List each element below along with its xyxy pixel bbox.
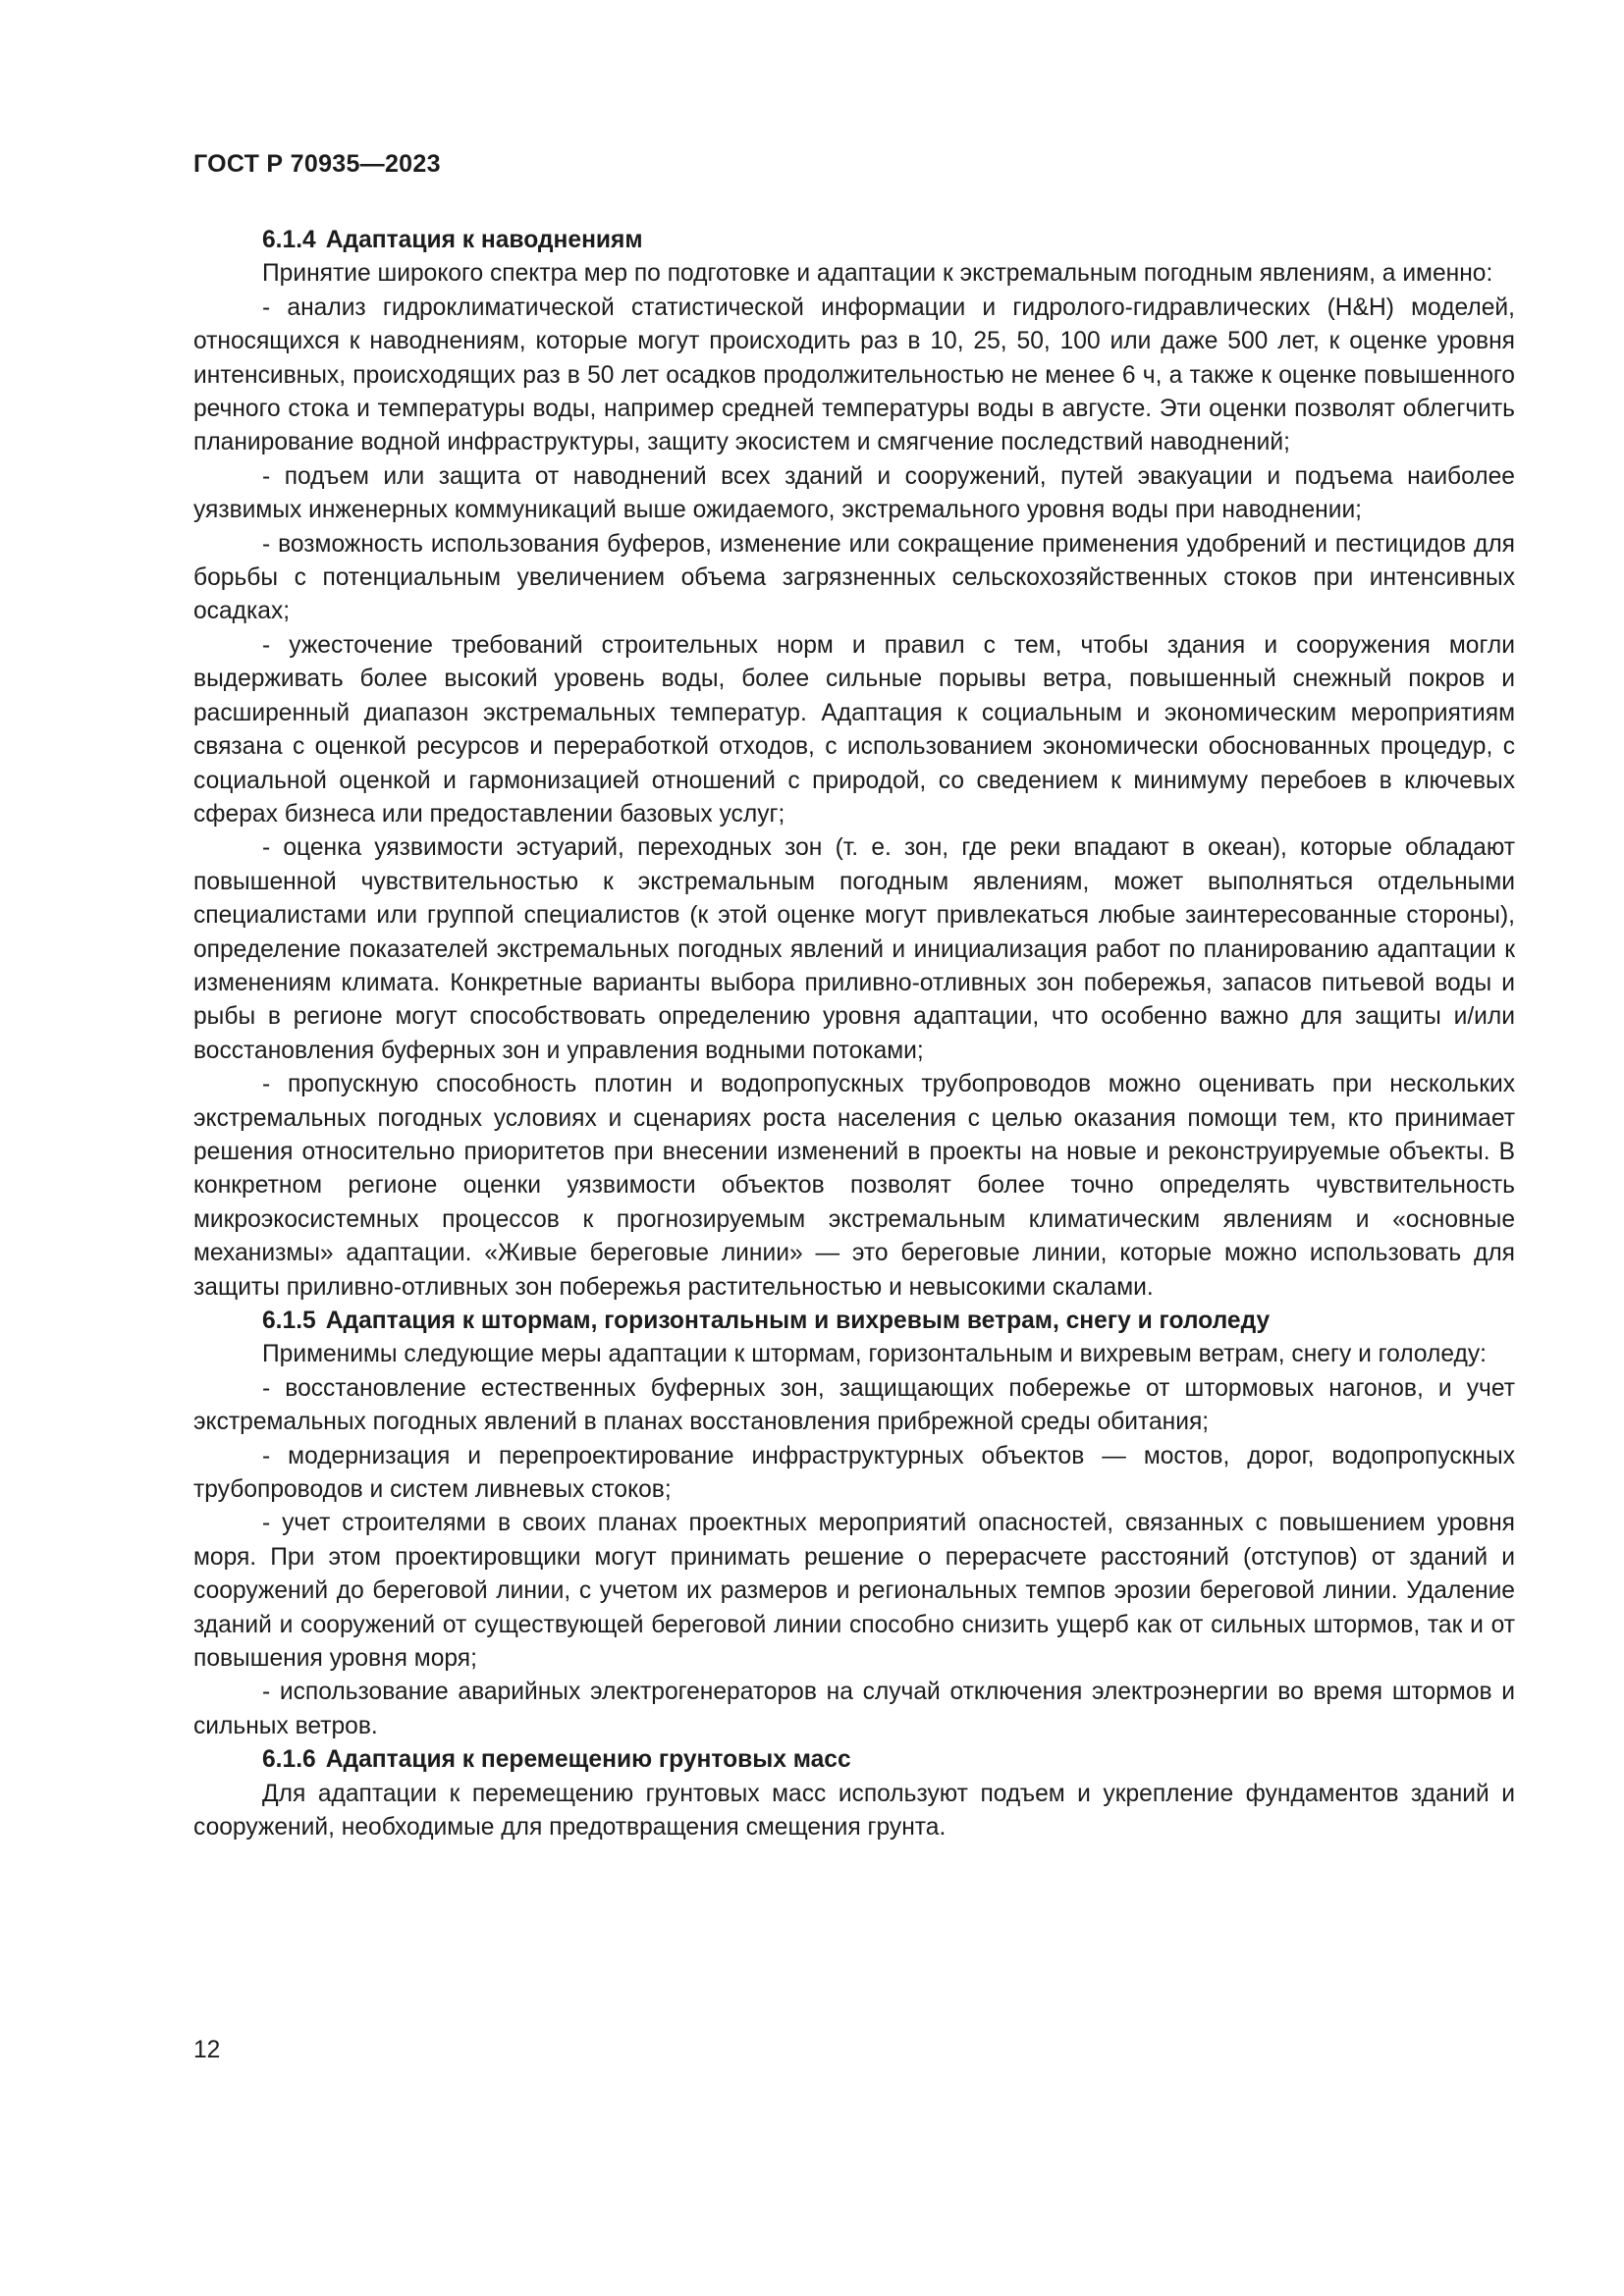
section-heading [193,1743,1515,1777]
section-6-1-6 [193,1743,1515,1844]
section-title: Адаптация к перемещению грунтовых масс [325,1746,851,1774]
list-item: - восстановление естественных буферных зон, защищающих побережье от штормовых нагонов, и учет экстремальных погодных явлений в планах восстановления прибрежной среды обитания; [193,1374,1515,1436]
paragraph: Для адаптации к перемещению грунтовых масс используют подъем и укрепление фундаментов зданий и сооружений, необходимые для предотвращения смещения грунта. [193,1780,1515,1842]
paragraph: Применимы следующие меры адаптации к штормам, горизонтальным и вихревым ветрам, снегу и гололеду: [262,1341,1487,1368]
document-id-header: ГОСТ Р 70935—2023 [193,150,441,178]
paragraph: Принятие широкого спектра мер по подготовке и адаптации к экстремальным погодным явлениям, а именно: [262,260,1493,288]
section-heading [193,1305,1515,1338]
section-6-1-4 [193,224,1515,1305]
section-heading [193,224,1515,257]
list-item: - возможность использования буферов, изменение или сокращение применения удобрений и пестицидов для борьбы с потенциальным увеличением объема загрязненных сельскохозяйственных стоков при интенсивных осадках; [193,530,1515,625]
document-body [193,224,1515,1845]
list-item: - ужесточение требований строительных норм и правил с тем, чтобы здания и сооружения могли выдерживать более высокий уровень воды, более сильные порывы ветра, повышенный снежный покров и расширенный диапазон экстремальных температур. Адаптация к социальным и экономическим мероприятиям связана с оценкой ресурсов и переработкой отходов, с использованием экономически обоснованных процедур, с социальной оценкой и гармонизацией отношений с природой, со сведением к минимуму перебоев в ключевых сферах бизнеса или предоставлении базовых услуг; [193,631,1515,828]
list-item: - пропускную способность плотин и водопропускных трубопроводов можно оценивать при нескольких экстремальных погодных условиях и сценариях роста населения с целью оказания помощи тем, кто принимает решения относительно приоритетов при внесении изменений в проекты на новые и реконструируемые объекты. В конкретном регионе оценки уязвимости объектов позволят более точно определять чувствительность микроэкосистемных процессов к прогнозируемым экстремальным климатическим явлениям и «основные механизмы» адаптации. «Живые береговые линии» — это береговые линии, которые можно использовать для защиты приливно-отливных зон побережья растительностью и невысокими скалами. [193,1071,1515,1301]
list-item: - анализ гидроклиматической статистической информации и гидролого-гидравлических (H&H) моделей, относящихся к наводнениям, которые могут происходить раз в 10, 25, 50, 100 или даже 500 лет, к оценке уровня интенсивных, происходящих раз в 50 лет осадков продолжительностью не менее 6 ч, а также к оценке повышенного речного стока и температуры воды, например средней температуры воды в августе. Эти оценки позволят облегчить планирование водной инфраструктуры, защиту экосистем и смягчение последствий наводнений; [193,294,1515,456]
section-number: 6.1.5 [262,1308,316,1334]
list-item: - использование аварийных электрогенераторов на случай отключения электроэнергии во время штормов и сильных ветров. [193,1679,1515,1739]
section-title: Адаптация к штормам, горизонтальным и вихревым ветрам, снегу и гололеду [325,1308,1271,1334]
section-6-1-5 [193,1305,1515,1743]
list-item: - подъем или защита от наводнений всех зданий и сооружений, путей эвакуации и подъема наиболее уязвимых инженерных коммуникаций выше ожидаемого, экстремального уровня воды при наводнении; [193,462,1515,524]
list-item: - оценка уязвимости эстуарий, переходных зон (т. е. зон, где реки впадают в океан), которые обладают повышенной чувствительностью к экстремальным погодным явлениям, может выполняться отдельными специалистами или группой специалистов (к этой оценке могут привлекаться любые заинтересованные стороны), определение показателей экстремальных погодных явлений и инициализация работ по планированию адаптации к изменениям климата. Конкретные варианты выбора приливно-отливных зон побережья, запасов питьевой воды и рыбы в регионе могут способствовать определению уровня адаптации, что особенно важно для защиты и/или восстановления буферных зон и управления водными потоками; [193,834,1515,1064]
section-number: 6.1.6 [262,1746,316,1774]
page-number: 12 [193,2037,221,2063]
list-item: - учет строителями в своих планах проектных мероприятий опасностей, связанных с повышением уровня моря. При этом проектировщики могут принимать решение о перерасчете расстояний (отступов) от зданий и сооружений до береговой линии, с учетом их размеров и региональных темпов эрозии береговой линии. Удаление зданий и сооружений от существующей береговой линии способно снизить ущерб как от сильных штормов, так и от повышения уровня моря; [193,1510,1515,1673]
section-number: 6.1.4 [262,227,316,253]
section-title: Адаптация к наводнениям [325,227,643,253]
list-item: - модернизация и перепроектирование инфраструктурных объектов — мостов, дорог, водопропускных трубопроводов и систем ливневых стоков; [193,1442,1515,1504]
